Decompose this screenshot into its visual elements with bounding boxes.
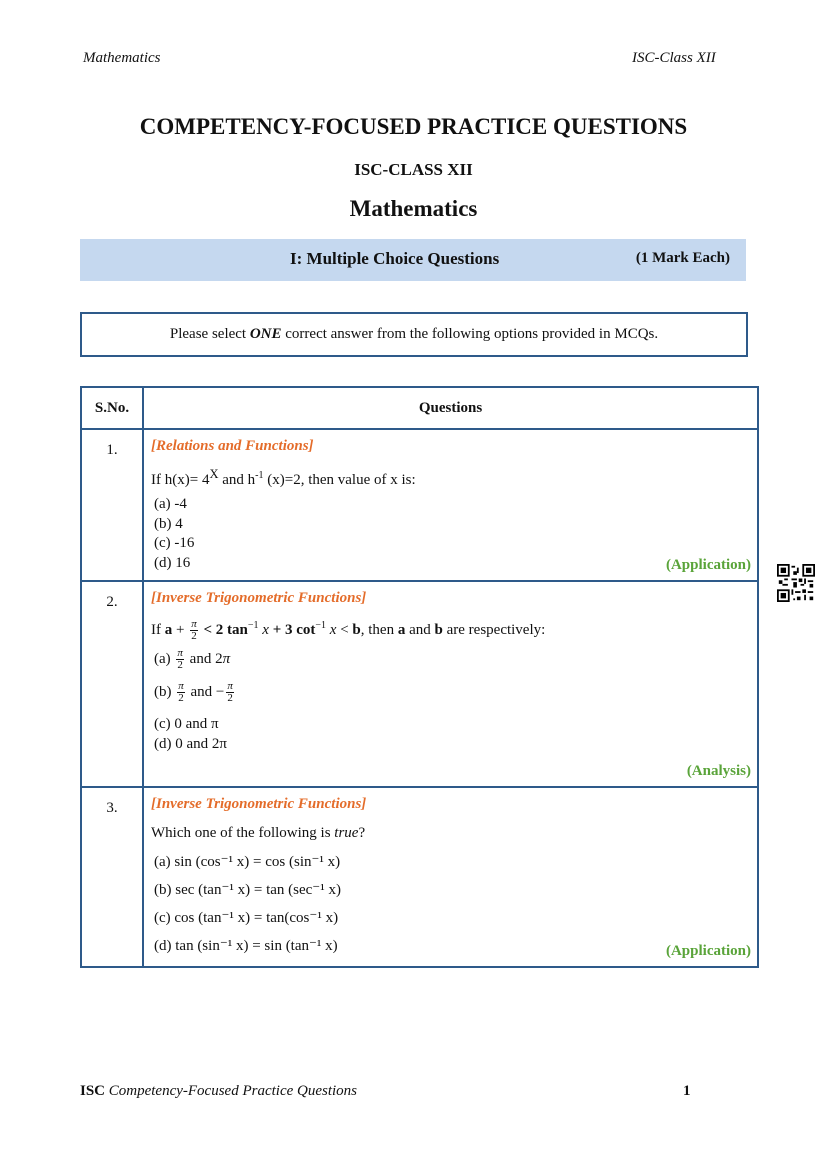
- question-stem: If $h(x)= 4^X$ and $h^{-1}$ (x)=2, then value of x is:: [151, 467, 416, 488]
- option-a: (a) $\frac{\pi}{2}$ and 2π: [154, 647, 231, 671]
- table-row: [81, 429, 758, 581]
- option-b: (b) sec (tan⁻¹ x) = tan (sec⁻¹ x): [154, 882, 341, 898]
- instruction-box: [80, 312, 748, 357]
- option-d: (d) 16: [154, 554, 191, 571]
- table-row: [81, 787, 758, 967]
- options-list: [151, 648, 749, 754]
- question-topic: [Inverse Trigonometric Functions]: [151, 796, 367, 812]
- options-list: [151, 848, 749, 960]
- question-cell: [143, 787, 758, 967]
- section-title: I: Multiple Choice Questions: [290, 249, 500, 268]
- instruction-text: Please select: [169, 326, 250, 342]
- page-subtitle: ISC-CLASS XII: [354, 160, 473, 179]
- footer-text: ISC Competency-Focused Practice Questions: [80, 1083, 358, 1099]
- question-stem: Which one of the following is true?: [151, 825, 366, 841]
- section-banner: [80, 239, 746, 281]
- option-d: (d) tan (sin⁻¹ x) = sin (tan⁻¹ x): [154, 938, 338, 954]
- option-d: (d) 0 and 2π: [154, 736, 227, 752]
- question-number: 2.: [81, 581, 143, 787]
- qr-code-icon[interactable]: [777, 564, 815, 602]
- cognitive-level: (Application): [665, 557, 751, 573]
- option-c: (c) cos (tan⁻¹ x) = tan(cos⁻¹ x): [154, 910, 339, 926]
- option-b: (b) $\frac{\pi}{2}$ and − $\frac{\pi}{2}$: [154, 680, 233, 704]
- question-cell: [143, 581, 758, 787]
- header-subject: Mathematics: [83, 50, 161, 66]
- page-title: COMPETENCY-FOCUSED PRACTICE QUESTIONS: [139, 114, 688, 139]
- table-row: [81, 581, 758, 787]
- question-number: 3.: [81, 787, 143, 967]
- questions-table: [80, 386, 759, 968]
- question-cell: [143, 429, 758, 581]
- table-header-row: [81, 387, 758, 429]
- header-class: ISC-Class XII: [632, 50, 716, 66]
- question-topic: [Relations and Functions]: [151, 438, 314, 454]
- option-b: (b) 4: [154, 515, 183, 532]
- subject-heading: Mathematics: [349, 196, 478, 221]
- col-sno: S.No.: [81, 387, 143, 429]
- question-topic: [Inverse Trigonometric Functions]: [151, 590, 367, 606]
- options-list: [151, 495, 749, 573]
- option-a: (a) -4: [154, 496, 187, 512]
- question-number: 1.: [81, 429, 143, 581]
- cognitive-level: (Analysis): [686, 763, 751, 779]
- section-marks: (1 Mark Each): [635, 250, 730, 266]
- col-questions: Questions: [143, 387, 758, 429]
- instruction-text-end: correct answer from the following options provided in MCQs.: [281, 326, 659, 342]
- instruction-emphasis: ONE: [249, 326, 282, 342]
- option-c: (c) 0 and π: [154, 716, 219, 732]
- option-a: (a) sin (cos⁻¹ x) = cos (sin⁻¹ x): [154, 854, 341, 870]
- option-c: (c) -16: [154, 535, 195, 551]
- question-stem: If a + $\frac{\pi}{2}$ < 2 $\tan^{-1} x + 3$ $\cot^{-1} x < b$, then a and b are respectively:: [151, 618, 546, 642]
- page-number: 1: [683, 1083, 691, 1099]
- cognitive-level: (Application): [665, 943, 751, 959]
